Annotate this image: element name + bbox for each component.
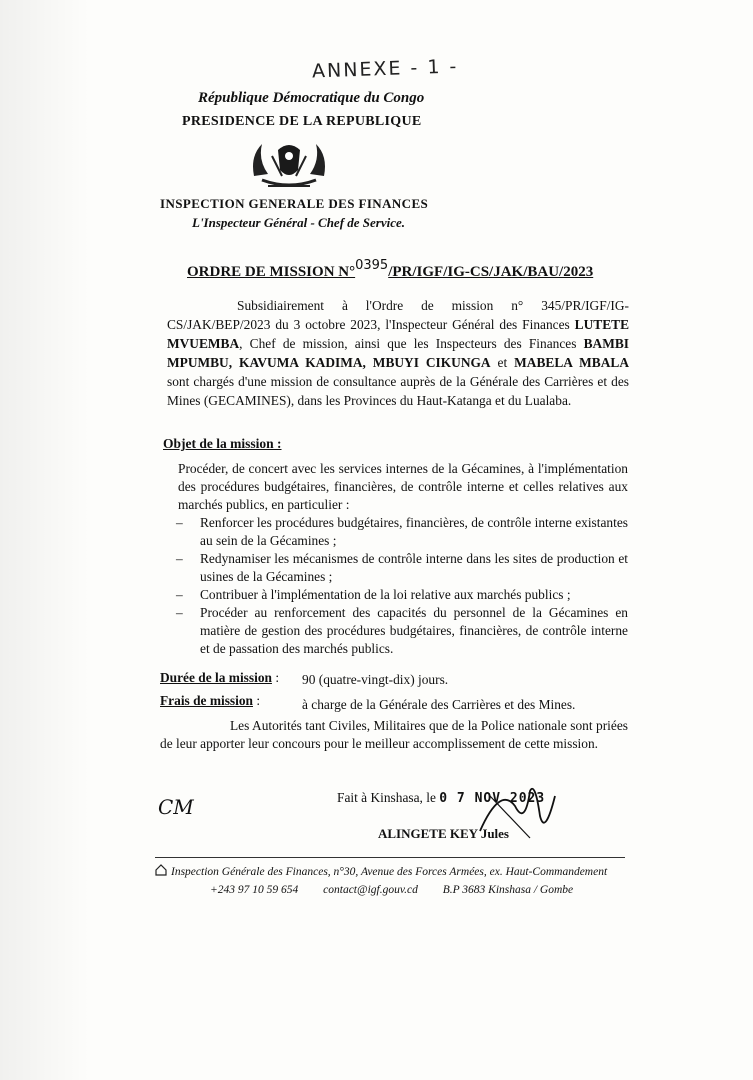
last-inspector-name: MABELA MBALA [514, 355, 629, 370]
duree-value: 90 (quatre-vingt-dix) jours. [302, 672, 449, 687]
date-stamp: 0 7 NOV 2023 [439, 791, 546, 806]
footer-address: Inspection Générale des Finances, n°30, Avenue des Forces Armées, ex. Haut-Commandement [155, 864, 607, 878]
footer-email: contact@igf.gouv.cd [323, 884, 418, 896]
handwritten-initials: CM [158, 795, 194, 819]
frais-value: à charge de la Générale des Carrières et des Mines. [302, 697, 576, 712]
title-prefix: ORDRE DE MISSION N° [187, 264, 356, 280]
country-name: République Démocratique du Congo [198, 90, 425, 106]
footer-contacts [210, 884, 595, 896]
closing-paragraph: Les Autorités tant Civiles, Militaires que de la Police nationale sont priées de leur apporter leur concours pour le meilleur accomplissement de cette mission. [160, 718, 628, 751]
list-item: – Redynamiser les mécanismes de contrôle interne dans les sites de production et usines de la Gécamines ; [176, 550, 628, 586]
duree-row: Durée de la mission : [160, 670, 280, 685]
coat-of-arms-icon [248, 136, 330, 194]
chief-name: LUTETE MVUEMBA [167, 317, 629, 351]
frais-label: Frais de mission [160, 693, 253, 708]
list-item: – Contribuer à l'implémentation de la loi relative aux marchés publics ; [176, 586, 628, 604]
objet-list [176, 514, 628, 658]
home-icon [155, 864, 167, 876]
institution-name: INSPECTION GENERALE DES FINANCES [160, 196, 429, 211]
scan-shadow [0, 0, 90, 1080]
footer-divider [155, 857, 625, 858]
inspectors-names: BAMBI MPUMBU, KAVUMA KADIMA, MBUYI CIKUNGA [167, 336, 629, 370]
objet-heading: Objet de la mission : [163, 436, 282, 451]
document-title [187, 258, 594, 281]
duree-label: Durée de la mission [160, 670, 272, 685]
title-number: 0395 [355, 258, 389, 273]
frais-row: Frais de mission : [160, 693, 261, 708]
annex-note: ANNEXE - 1 - [311, 55, 459, 83]
intro-paragraph: Subsidiairement à l'Ordre de mission n° 345/PR/IGF/IG-CS/JAK/BEP/2023 du 3 octobre 2023, l'Inspecteur Général des Finances LUTETE MVUEMBA, Chef de mission, ainsi que les Inspecteurs des Finances BAMBI MPUMBU, KAVUMA KADIMA, MBUYI CIKUNGA et MABELA MBALA sont chargés d'une mission de consultance auprès de la Générale des Carrières et des Mines (GECAMINES), dans les Provinces du Haut-Katanga et du Lualaba. [167, 298, 629, 408]
title-suffix: /PR/IGF/IG-CS/JAK/BAU/2023 [388, 264, 594, 280]
signatory-name: ALINGETE KEY Jules [378, 826, 509, 841]
list-item: – Procéder au renforcement des capacités du personnel de la Gécamines en matière de gestion des procédures budgétaires, financières, de contrôle interne et de passation des marchés publics. [176, 604, 628, 658]
institution-subtitle: L'Inspecteur Général - Chef de Service. [192, 215, 406, 230]
list-item: – Renforcer les procédures budgétaires, financières, de contrôle interne existantes au sein de la Gécamines ; [176, 514, 628, 550]
footer-phone: +243 97 10 59 654 [210, 884, 299, 896]
objet-intro: Procéder, de concert avec les services internes de la Gécamines, à l'implémentation des procédures budgétaires, financières, de contrôle interne et celles relatives aux marchés publics, en particulier : [178, 461, 628, 512]
signature-place: Fait à Kinshasa, le [337, 790, 436, 805]
footer-bp: B.P 3683 Kinshasa / Gombe [442, 884, 574, 896]
office-name: PRESIDENCE DE LA REPUBLIQUE [182, 114, 422, 129]
